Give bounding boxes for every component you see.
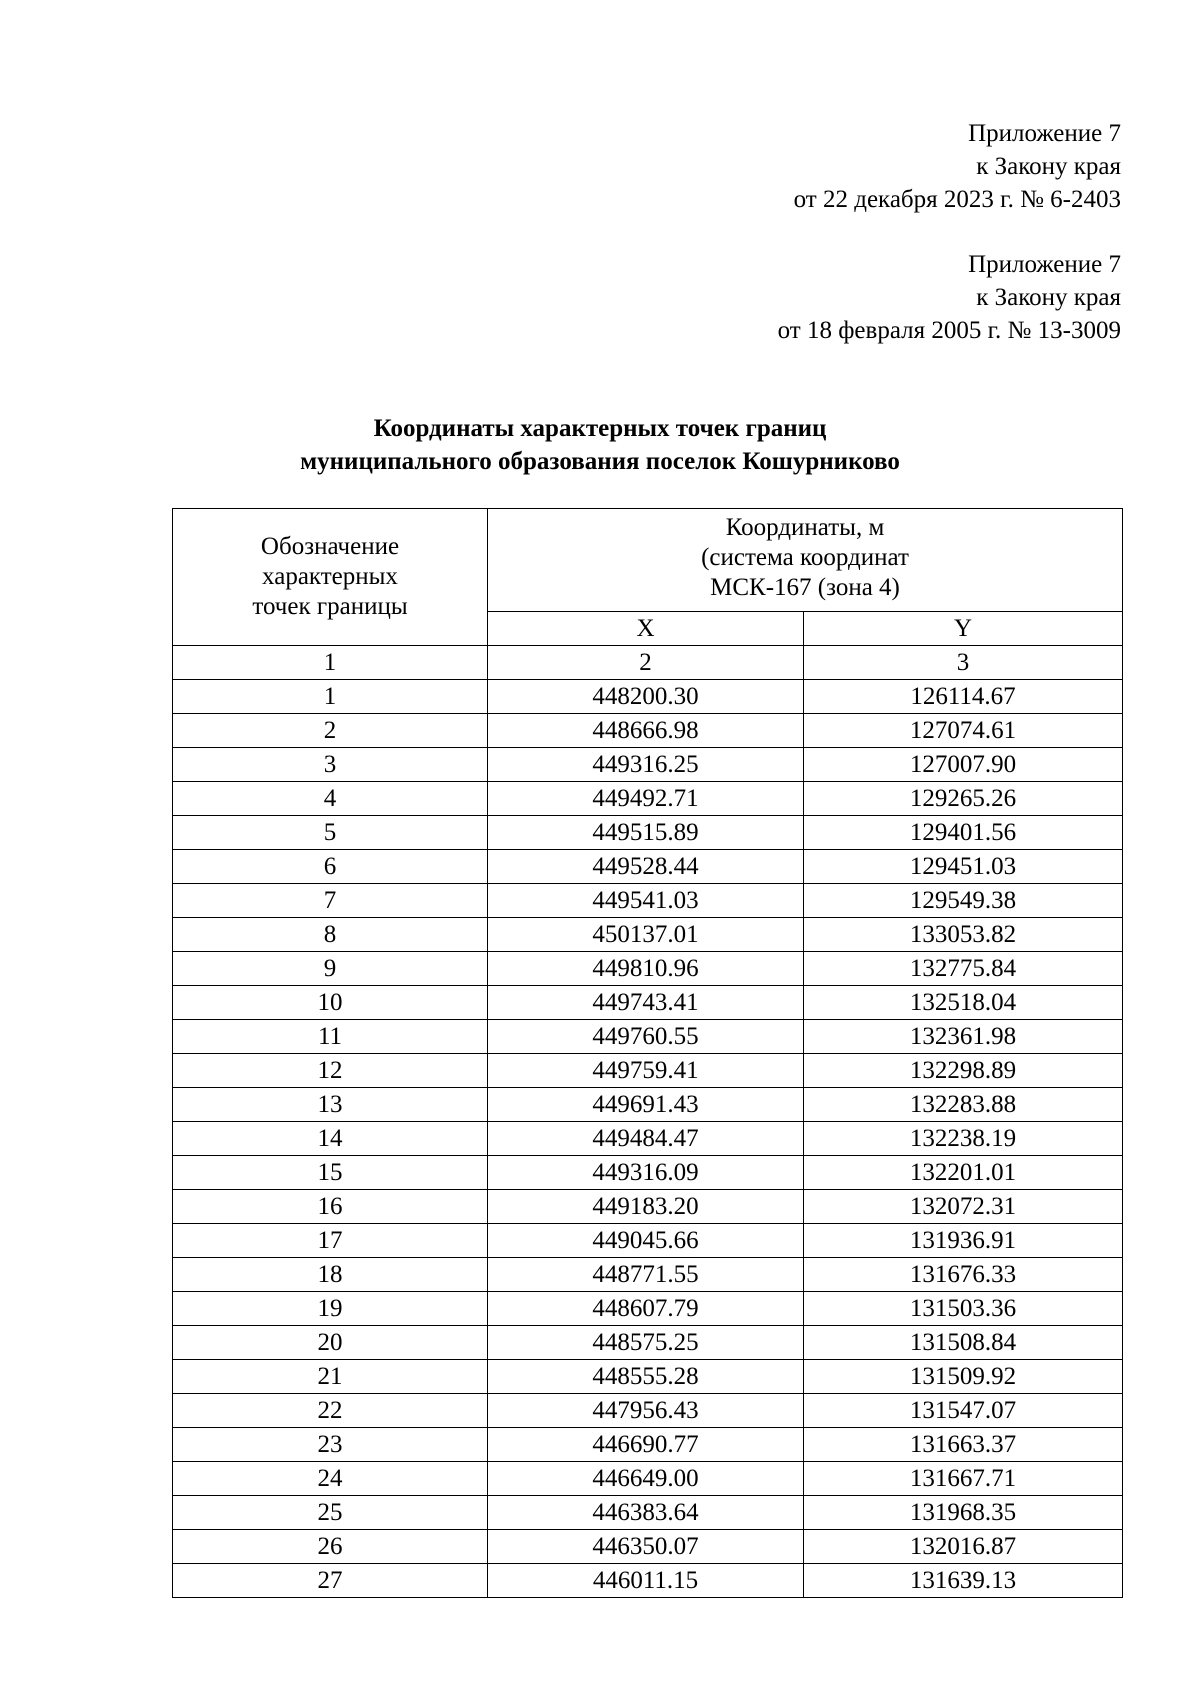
x-coordinate-cell: 449743.41 xyxy=(488,986,804,1020)
point-number-cell: 11 xyxy=(173,1020,488,1054)
point-number-cell: 27 xyxy=(173,1564,488,1598)
point-number-cell: 3 xyxy=(173,748,488,782)
table-row xyxy=(173,952,1123,986)
point-number-cell: 8 xyxy=(173,918,488,952)
x-coordinate-cell: 449810.96 xyxy=(488,952,804,986)
x-coordinate-cell: 450137.01 xyxy=(488,918,804,952)
y-coordinate-cell: 132518.04 xyxy=(804,986,1123,1020)
point-number-cell: 17 xyxy=(173,1224,488,1258)
point-number-cell: 20 xyxy=(173,1326,488,1360)
y-coordinate-cell: 127007.90 xyxy=(804,748,1123,782)
table-row xyxy=(173,782,1123,816)
table-row xyxy=(173,1122,1123,1156)
header-law-date: от 22 декабря 2023 г. № 6-2403 xyxy=(793,186,1121,213)
x-coordinate-cell: 449316.09 xyxy=(488,1156,804,1190)
x-coordinate-cell: 446350.07 xyxy=(488,1530,804,1564)
x-coordinate-cell: 446383.64 xyxy=(488,1496,804,1530)
header-coordinates: Координаты, м (система координат МСК-167 (зона 4) xyxy=(488,509,1123,612)
header-appendix-label: Приложение 7 xyxy=(968,251,1121,278)
table-row xyxy=(173,1564,1123,1598)
point-number-cell: 23 xyxy=(173,1428,488,1462)
table-row xyxy=(173,714,1123,748)
y-coordinate-cell: 132298.89 xyxy=(804,1054,1123,1088)
y-coordinate-cell: 129451.03 xyxy=(804,850,1123,884)
point-number-cell: 16 xyxy=(173,1190,488,1224)
x-coordinate-cell: 449528.44 xyxy=(488,850,804,884)
table-row xyxy=(173,918,1123,952)
header-appendix-label: Приложение 7 xyxy=(968,120,1121,147)
table-row xyxy=(173,1020,1123,1054)
x-coordinate-cell: 448771.55 xyxy=(488,1258,804,1292)
y-coordinate-cell: 132775.84 xyxy=(804,952,1123,986)
point-number-cell: 4 xyxy=(173,782,488,816)
x-coordinate-cell: 446649.00 xyxy=(488,1462,804,1496)
y-coordinate-cell: 131503.36 xyxy=(804,1292,1123,1326)
point-number-cell: 2 xyxy=(173,714,488,748)
y-coordinate-cell: 132072.31 xyxy=(804,1190,1123,1224)
point-number-cell: 6 xyxy=(173,850,488,884)
table-row xyxy=(173,1530,1123,1564)
x-coordinate-cell: 448575.25 xyxy=(488,1326,804,1360)
header-appendix-old xyxy=(778,248,1121,347)
table-row xyxy=(173,1156,1123,1190)
x-coordinate-cell: 447956.43 xyxy=(488,1394,804,1428)
y-coordinate-cell: 133053.82 xyxy=(804,918,1123,952)
point-number-cell: 7 xyxy=(173,884,488,918)
x-coordinate-cell: 449541.03 xyxy=(488,884,804,918)
y-coordinate-cell: 132201.01 xyxy=(804,1156,1123,1190)
point-number-cell: 19 xyxy=(173,1292,488,1326)
column-number: 3 xyxy=(804,646,1123,680)
x-coordinate-cell: 448200.30 xyxy=(488,680,804,714)
coordinates-table xyxy=(172,508,1123,1598)
table-row xyxy=(173,1088,1123,1122)
x-coordinate-cell: 449484.47 xyxy=(488,1122,804,1156)
table-row xyxy=(173,884,1123,918)
point-number-cell: 21 xyxy=(173,1360,488,1394)
y-coordinate-cell: 131639.13 xyxy=(804,1564,1123,1598)
x-coordinate-cell: 449316.25 xyxy=(488,748,804,782)
table-row xyxy=(173,986,1123,1020)
point-number-cell: 22 xyxy=(173,1394,488,1428)
x-coordinate-cell: 449515.89 xyxy=(488,816,804,850)
y-coordinate-cell: 127074.61 xyxy=(804,714,1123,748)
table-row xyxy=(173,1224,1123,1258)
table-row xyxy=(173,680,1123,714)
header-law-label: к Закону края xyxy=(976,153,1121,180)
x-coordinate-cell: 449183.20 xyxy=(488,1190,804,1224)
point-number-cell: 26 xyxy=(173,1530,488,1564)
y-coordinate-cell: 131547.07 xyxy=(804,1394,1123,1428)
header-x: X xyxy=(488,612,804,646)
x-coordinate-cell: 449492.71 xyxy=(488,782,804,816)
table-column-number-row xyxy=(173,646,1123,680)
point-number-cell: 24 xyxy=(173,1462,488,1496)
y-coordinate-cell: 131968.35 xyxy=(804,1496,1123,1530)
x-coordinate-cell: 446011.15 xyxy=(488,1564,804,1598)
y-coordinate-cell: 126114.67 xyxy=(804,680,1123,714)
x-coordinate-cell: 448607.79 xyxy=(488,1292,804,1326)
header-appendix-new xyxy=(794,117,1121,216)
x-coordinate-cell: 449045.66 xyxy=(488,1224,804,1258)
table-row xyxy=(173,1292,1123,1326)
table-row xyxy=(173,1394,1123,1428)
y-coordinate-cell: 129265.26 xyxy=(804,782,1123,816)
table-row xyxy=(173,1428,1123,1462)
header-law-label: к Закону края xyxy=(976,284,1121,311)
y-coordinate-cell: 131509.92 xyxy=(804,1360,1123,1394)
y-coordinate-cell: 131663.37 xyxy=(804,1428,1123,1462)
table-row xyxy=(173,1496,1123,1530)
table-row xyxy=(173,1326,1123,1360)
y-coordinate-cell: 132283.88 xyxy=(804,1088,1123,1122)
x-coordinate-cell: 449691.43 xyxy=(488,1088,804,1122)
y-coordinate-cell: 132016.87 xyxy=(804,1530,1123,1564)
table-row xyxy=(173,1054,1123,1088)
header-law-date: от 18 февраля 2005 г. № 13-3009 xyxy=(777,317,1121,344)
point-number-cell: 9 xyxy=(173,952,488,986)
x-coordinate-cell: 449759.41 xyxy=(488,1054,804,1088)
table-row xyxy=(173,1360,1123,1394)
y-coordinate-cell: 129401.56 xyxy=(804,816,1123,850)
x-coordinate-cell: 448555.28 xyxy=(488,1360,804,1394)
y-coordinate-cell: 131508.84 xyxy=(804,1326,1123,1360)
point-number-cell: 13 xyxy=(173,1088,488,1122)
document-title xyxy=(0,412,1200,478)
document-title-line2: муниципального образования поселок Кошурниково xyxy=(300,448,900,475)
header-point-designation: Обозначение характерных точек границы xyxy=(173,509,488,646)
document-title-line1: Координаты характерных точек границ xyxy=(373,415,827,442)
point-number-cell: 1 xyxy=(173,680,488,714)
table-row xyxy=(173,816,1123,850)
y-coordinate-cell: 132238.19 xyxy=(804,1122,1123,1156)
point-number-cell: 14 xyxy=(173,1122,488,1156)
table-row xyxy=(173,850,1123,884)
point-number-cell: 5 xyxy=(173,816,488,850)
table-header-row xyxy=(173,509,1123,612)
column-number: 2 xyxy=(488,646,804,680)
column-number: 1 xyxy=(173,646,488,680)
point-number-cell: 12 xyxy=(173,1054,488,1088)
y-coordinate-cell: 129549.38 xyxy=(804,884,1123,918)
header-y: Y xyxy=(804,612,1123,646)
y-coordinate-cell: 132361.98 xyxy=(804,1020,1123,1054)
point-number-cell: 10 xyxy=(173,986,488,1020)
table-row xyxy=(173,1462,1123,1496)
y-coordinate-cell: 131667.71 xyxy=(804,1462,1123,1496)
table-row xyxy=(173,1258,1123,1292)
table-row xyxy=(173,1190,1123,1224)
table-row xyxy=(173,748,1123,782)
point-number-cell: 18 xyxy=(173,1258,488,1292)
y-coordinate-cell: 131936.91 xyxy=(804,1224,1123,1258)
x-coordinate-cell: 449760.55 xyxy=(488,1020,804,1054)
y-coordinate-cell: 131676.33 xyxy=(804,1258,1123,1292)
point-number-cell: 25 xyxy=(173,1496,488,1530)
point-number-cell: 15 xyxy=(173,1156,488,1190)
x-coordinate-cell: 448666.98 xyxy=(488,714,804,748)
x-coordinate-cell: 446690.77 xyxy=(488,1428,804,1462)
